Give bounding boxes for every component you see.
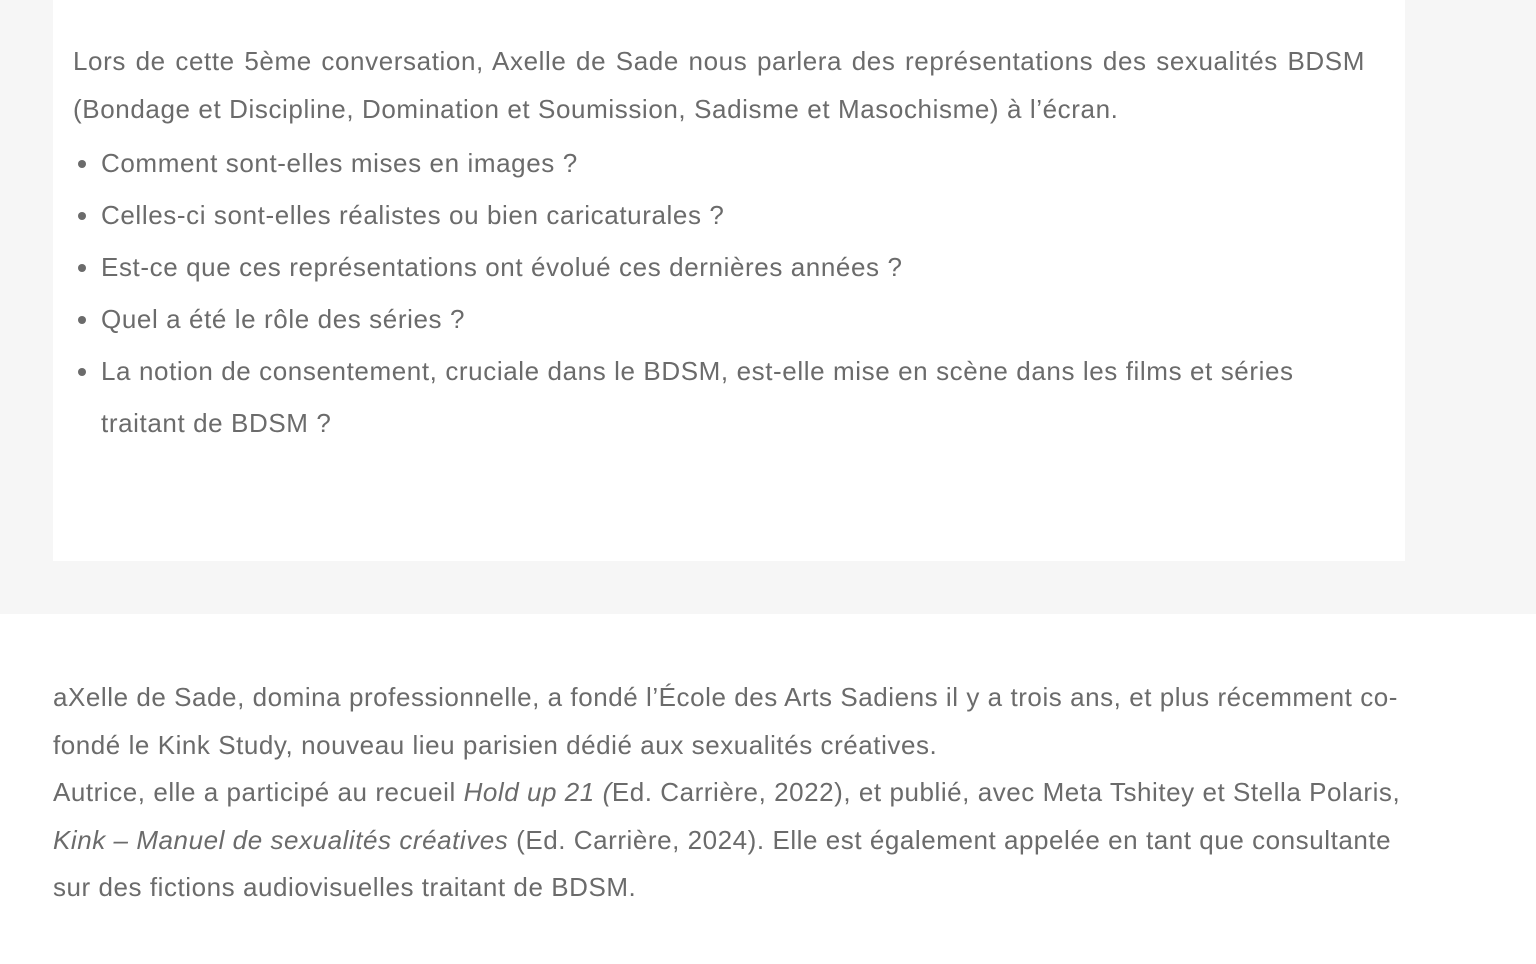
discussion-questions-list xyxy=(73,137,1365,449)
question-item: • Celles-ci sont-elles réalistes ou bien caricaturales ? xyxy=(101,189,1365,241)
question-item: • Comment sont-elles mises en images ? xyxy=(101,137,1365,189)
question-item: • Quel a été le rôle des séries ? xyxy=(101,293,1365,345)
question-item: • Est-ce que ces représentations ont évolué ces dernières années ? xyxy=(101,241,1365,293)
bio-text: Ed. Carrière, 2022), et publié, avec Meta Tshitey et Stella Polaris, xyxy=(611,777,1401,807)
book-title-hold-up: Hold up 21 ( xyxy=(463,777,612,807)
speaker-bio xyxy=(53,674,1405,912)
event-description-content xyxy=(73,38,1365,449)
question-item: • La notion de consentement, cruciale dans le BDSM, est-elle mise en scène dans les films et séries traitant de BDSM ? xyxy=(101,345,1365,449)
bio-text: Autrice, elle a participé au recueil xyxy=(53,777,464,807)
event-description-card xyxy=(53,0,1405,561)
event-intro-paragraph: Lors de cette 5ème conversation, Axelle de Sade nous parlera des représentations des sexualités BDSM (Bondage et Discipline, Domination et Soumission, Sadisme et Masochisme) à l’écran. xyxy=(73,46,1365,124)
speaker-bio-publications xyxy=(53,769,1405,912)
book-title-kink: Kink – Manuel de sexualités créatives xyxy=(53,824,509,855)
speaker-bio-intro: aXelle de Sade, domina professionnelle, a fondé l’École des Arts Sadiens il y a trois ans, et plus récemment co-fondé le Kink Study, nouveau lieu parisien dédié aux sexualités créatives. xyxy=(53,682,1398,760)
bio-text: (Ed. Carrière, 2024). Elle est également appelée en tant que consultante sur des fictions audiovisuelles traitant de BDSM. xyxy=(53,824,1392,902)
